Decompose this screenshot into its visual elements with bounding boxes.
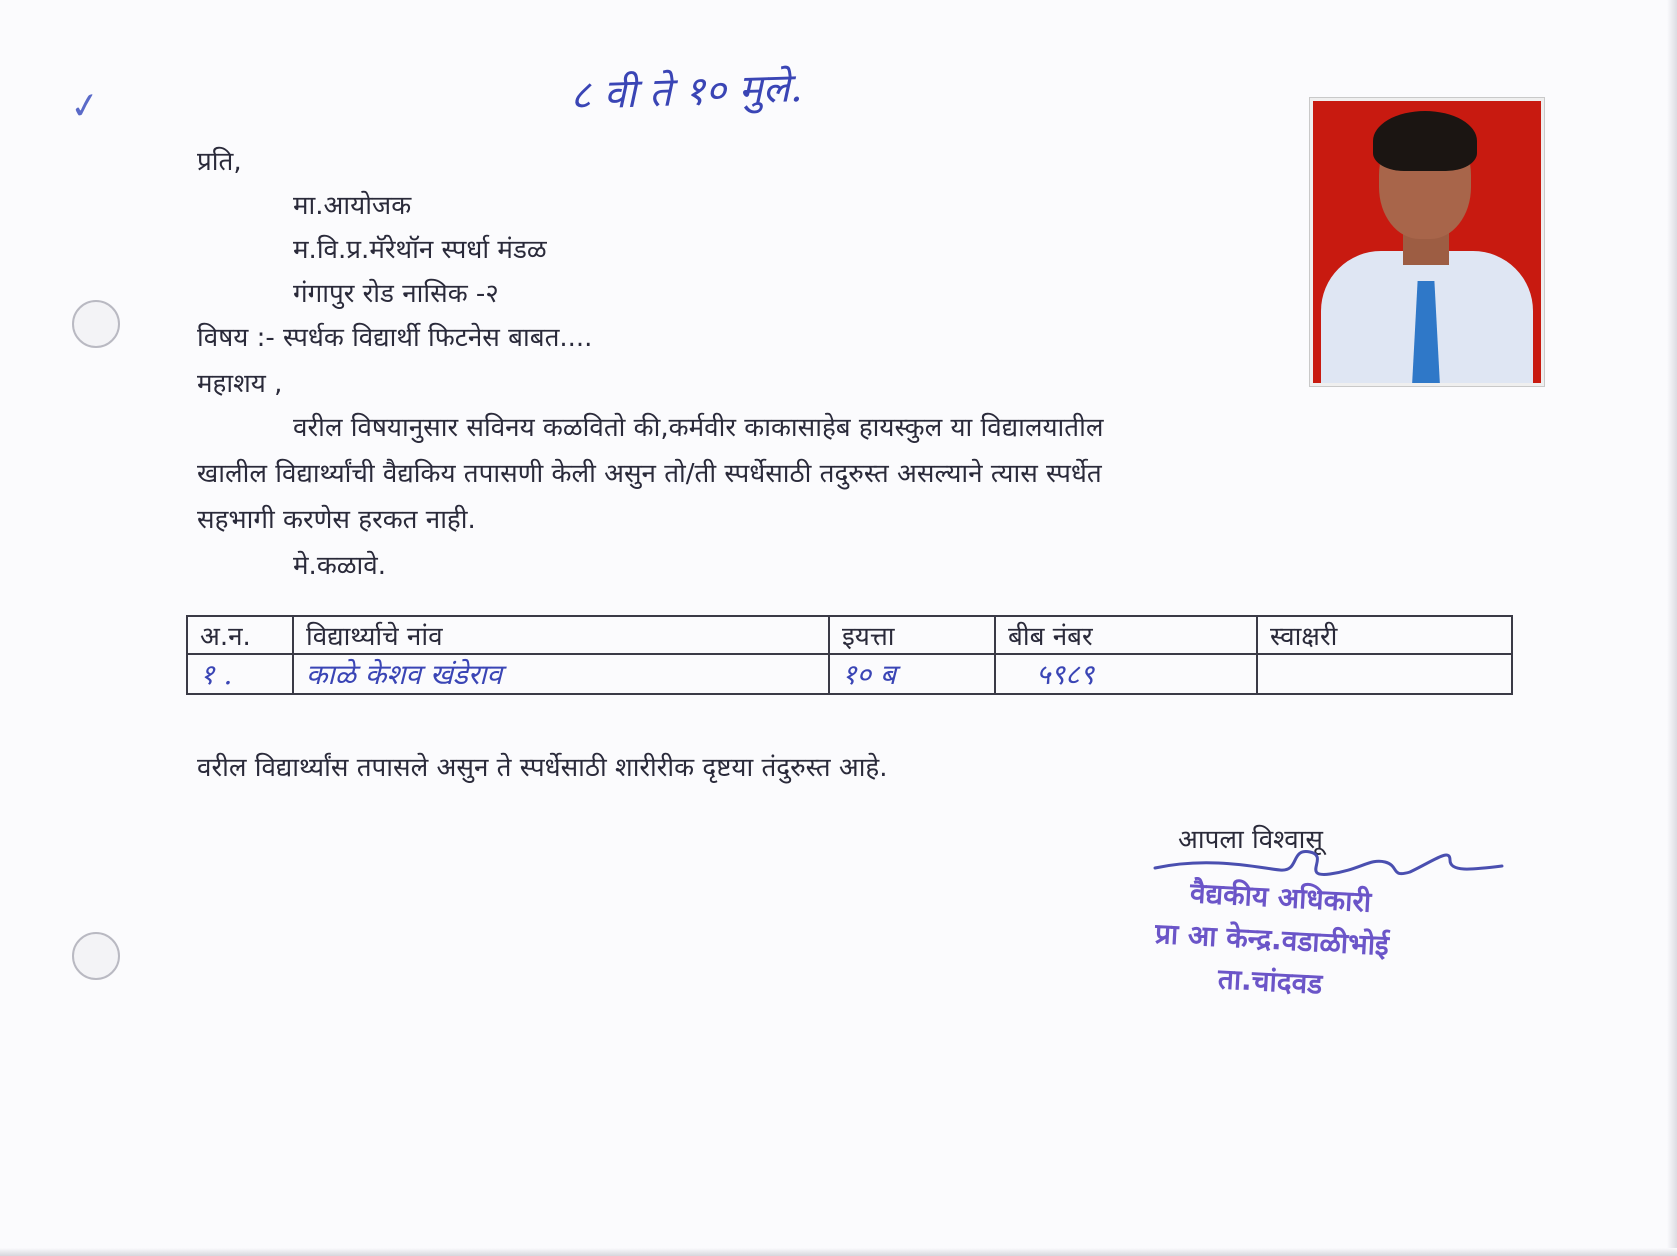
address-line-1: मा.आयोजक — [293, 191, 412, 221]
stamp-line-3: ता.चांदवड — [1217, 962, 1324, 1001]
student-photo — [1310, 98, 1544, 386]
header-bib: बीब नंबर — [995, 616, 1257, 654]
subject-line: विषय :- स्पर्धक विद्यार्थी फिटनेस बाबत.... — [197, 323, 593, 353]
salutation: महाशय , — [197, 369, 283, 399]
cell-sr: १ . — [187, 654, 293, 694]
stamp-line-2: प्रा आ केन्द्र.वडाळीभोई — [1154, 916, 1390, 963]
photo-hair — [1373, 111, 1477, 171]
punch-hole-top — [72, 300, 120, 348]
body-line-2: खालील विद्यार्थ्यांची वैद्यकिय तपासणी केली असुन तो/ती स्पर्धेसाठी तदुरुस्त असल्याने त्यास स्पर्धेत — [197, 459, 1102, 489]
header-name: विद्यार्थ्याचे नांव — [293, 616, 829, 654]
page-edge-right — [1667, 0, 1677, 1256]
checkmark-icon: ✓ — [67, 84, 103, 129]
cell-std: १० ब — [829, 654, 995, 694]
student-table — [186, 615, 1513, 695]
address-to: प्रति, — [197, 147, 242, 177]
address-line-3: गंगापुर रोड नासिक -२ — [293, 279, 499, 309]
stamp-line-1: वैद्यकीय अधिकारी — [1189, 876, 1372, 919]
header-std: इयत्ता — [829, 616, 995, 654]
table-row — [187, 654, 1512, 694]
closing-line: मे.कळावे. — [293, 551, 386, 581]
cell-sign — [1257, 654, 1512, 694]
header-sr: अ.न. — [187, 616, 293, 654]
address-line-2: म.वि.प्र.मॅरेथॉन स्पर्धा मंडळ — [293, 235, 547, 265]
cell-name: काळे केशव खंडेराव — [293, 654, 829, 694]
table-header-row — [187, 616, 1512, 654]
punch-hole-bottom — [72, 932, 120, 980]
body-line-3: सहभागी करणेस हरकत नाही. — [197, 505, 476, 535]
certification-line: वरील विद्यार्थ्यांस तपासले असुन ते स्पर्धेसाठी शारीरीक दृष्टया तंदुरुस्त आहे. — [197, 753, 888, 783]
handwritten-header-note: ८ वी ते १० मुले. — [569, 64, 804, 120]
body-line-1: वरील विषयानुसार सविनय कळवितो की,कर्मवीर काकासाहेब हायस्कुल या विद्यालयातील — [293, 413, 1104, 443]
page-edge-bottom — [0, 1248, 1677, 1256]
header-sign: स्वाक्षरी — [1257, 616, 1512, 654]
signoff: आपला विश्वासू — [1178, 825, 1323, 855]
cell-bib: ५९८९ — [995, 654, 1257, 694]
